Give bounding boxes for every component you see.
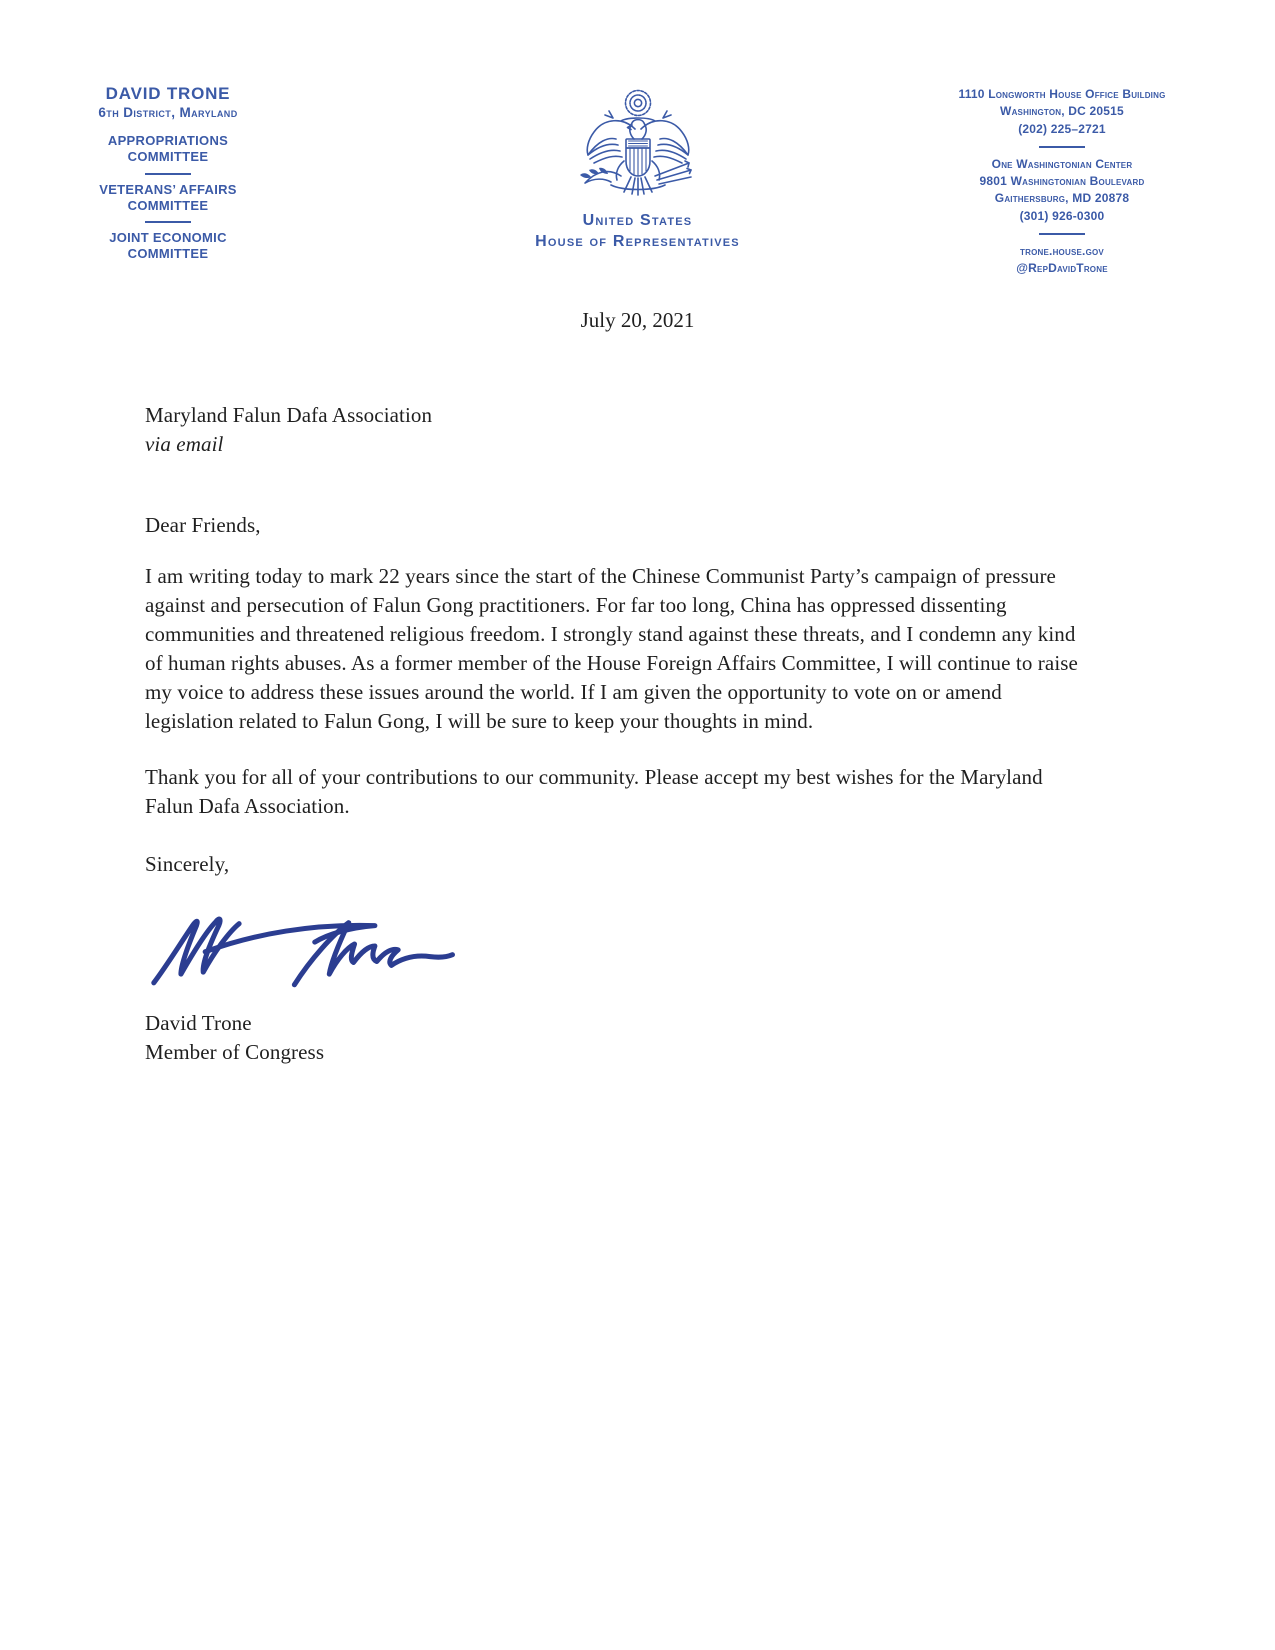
divider	[145, 221, 191, 223]
closing: Sincerely,	[145, 852, 230, 876]
divider	[1039, 233, 1085, 235]
address-line: Gaithersburg, MD 20878	[994, 191, 1130, 206]
handwritten-signature-icon	[147, 897, 467, 993]
letterhead-seal-block	[468, 88, 808, 251]
committee-name: JOINT ECONOMIC	[109, 230, 227, 245]
committee-list	[56, 133, 280, 263]
committee-word: COMMITTEE	[127, 149, 209, 165]
letterhead-house-of-representatives: House of Representatives	[535, 233, 740, 250]
website-line: trone.house.gov	[1020, 243, 1104, 258]
letter-body	[0, 401, 1275, 1067]
phone-line: (202) 225–2721	[1018, 121, 1106, 136]
committee-item	[56, 133, 280, 166]
letter-content	[0, 308, 1275, 1067]
delivery-method: via email	[145, 432, 224, 456]
social-handle-line: @RepDavidTrone	[1016, 261, 1108, 276]
committee-name: VETERANS’ AFFAIRS	[99, 181, 237, 197]
address-line: One Washingtonian Center	[991, 156, 1133, 171]
paragraph: Thank you for all of your contributions to our community. Please accept my best wishes for the Maryland Falun Dafa Association.	[145, 765, 1043, 818]
address-line: 9801 Washingtonian Boulevard	[979, 174, 1145, 189]
paragraph: I am writing today to mark 22 years since the start of the Chinese Communist Party’s campaign of pressure against and persecution of Falun Gong practitioners. For far too long, China has oppressed dissenting communities and threatened religious freedom. I strongly stand against these threats, and I condemn any kind of human rights abuses. As a former member of the House Foreign Affairs Committee, I will continue to raise my voice to address these issues around the world. If I am given the opportunity to vote on or amend legislation related to Falun Gong, I will be sure to keep your thoughts in mind.	[145, 564, 1078, 733]
letterhead	[0, 0, 1275, 300]
committee-item	[56, 182, 280, 215]
member-name: DAVID TRONE	[105, 84, 231, 103]
divider	[1039, 146, 1085, 148]
committee-word: COMMITTEE	[127, 197, 209, 213]
recipient-name: Maryland Falun Dafa Association	[145, 403, 433, 427]
member-district: 6th District, Maryland	[98, 105, 238, 120]
letterhead-address-block	[924, 86, 1200, 278]
committee-word: COMMITTEE	[127, 246, 209, 262]
phone-line: (301) 926-0300	[1019, 208, 1105, 223]
address-line: Washington, DC 20515	[1000, 104, 1124, 119]
us-house-eagle-seal-icon	[577, 88, 699, 202]
letter-date: July 20, 2021	[580, 308, 695, 332]
committee-item	[56, 230, 280, 263]
signed-name: David Trone	[145, 1011, 252, 1035]
salutation: Dear Friends,	[145, 513, 261, 537]
address-line: 1110 Longworth House Office Building	[958, 87, 1166, 101]
divider	[145, 173, 191, 175]
letterhead-member-block	[56, 84, 280, 263]
committee-name: APPROPRIATIONS	[107, 133, 229, 148]
letterhead-united-states: United States	[582, 212, 693, 229]
signed-title: Member of Congress	[145, 1040, 325, 1064]
